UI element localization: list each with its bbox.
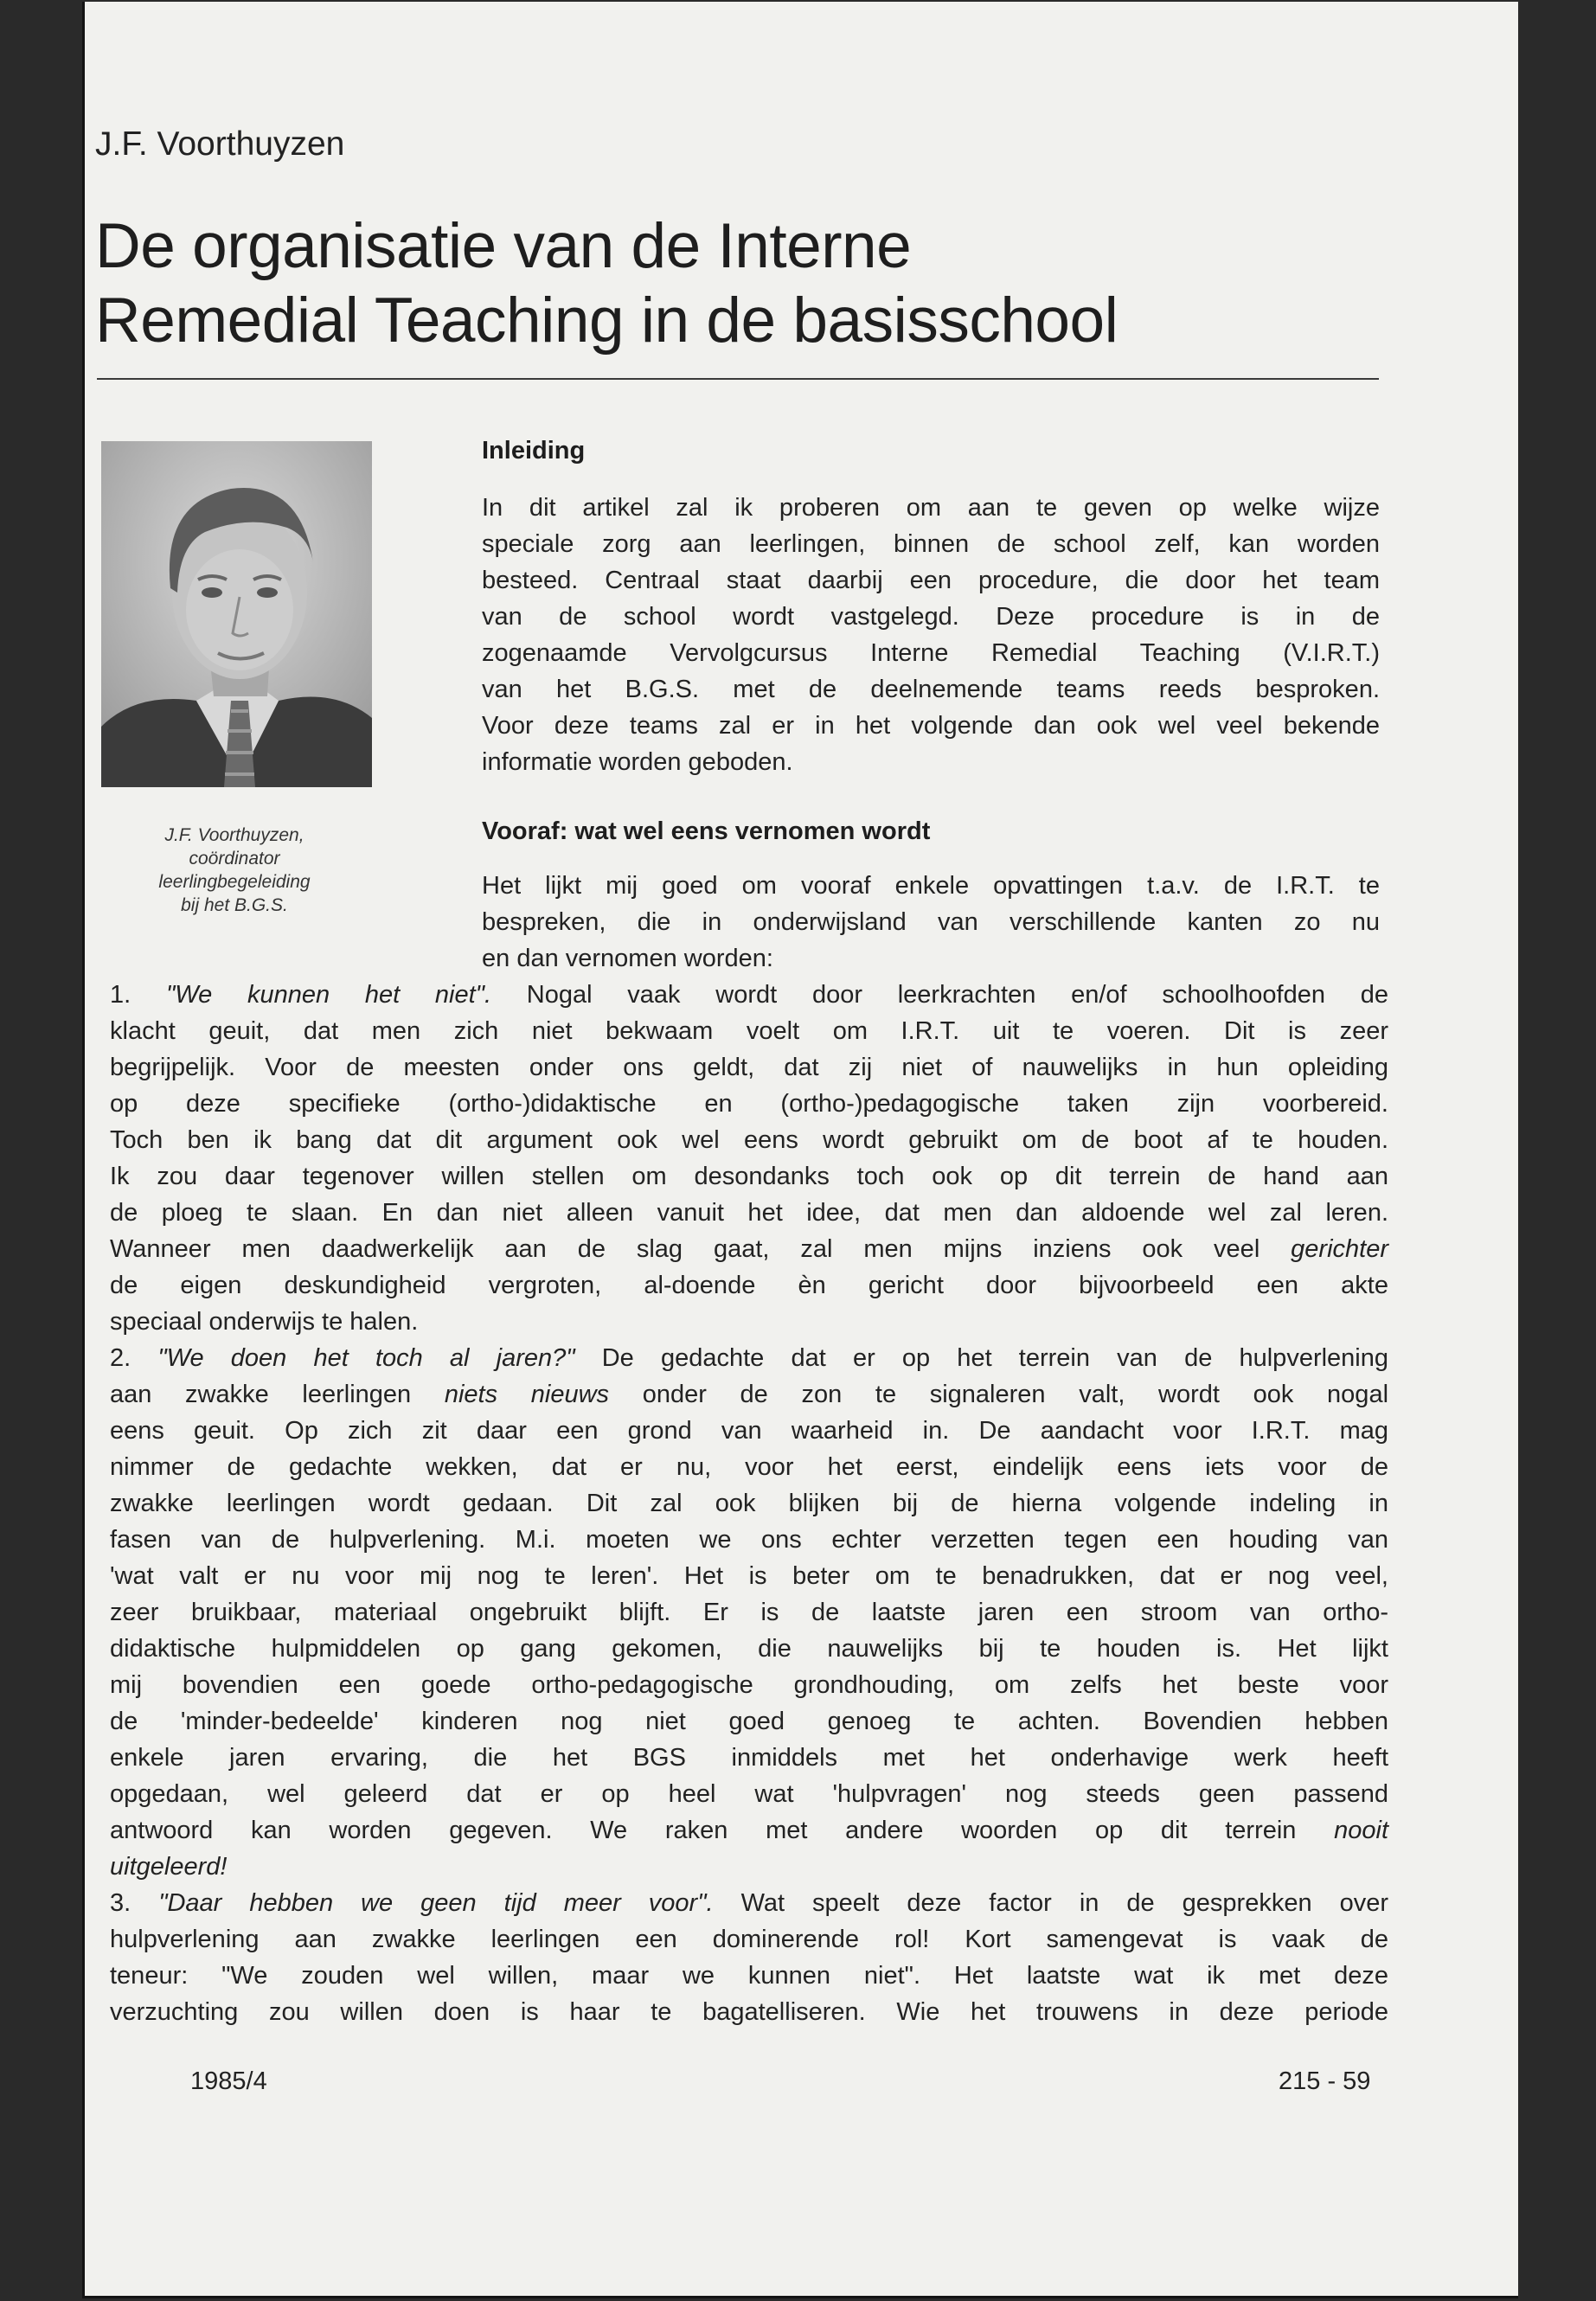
- item-1-first-line: [110, 977, 1388, 1013]
- text-line: de ploeg te slaan. En dan niet alleen vanuit het idee, dat men dan aldoende wel zal leren.: [110, 1199, 1388, 1227]
- title-line-1: De organisatie van de Interne: [95, 211, 912, 281]
- author-photo: [101, 441, 372, 787]
- text-line: van het B.G.S. met de deelnemende teams reeds besproken.: [482, 676, 1380, 703]
- text-span: De gedachte dat er op het terrein van de hulpverlening: [574, 1344, 1388, 1372]
- caption-line-1: J.F. Voorthuyzen,: [164, 825, 304, 845]
- title-line-2: Remedial Teaching in de basisschool: [95, 285, 1118, 356]
- item-3-first-line: [110, 1885, 1388, 1921]
- text-line: Ik zou daar tegenover willen stellen om desondanks toch ook op dit terrein de hand aan: [110, 1163, 1388, 1190]
- article-title: [95, 209, 1436, 358]
- text-line: zwakke leerlingen wordt gedaan. Dit zal ook blijken bij de hierna volgende indeling in: [110, 1490, 1388, 1517]
- page-number: 215 - 59: [1279, 2067, 1371, 2095]
- issue-number: 1985/4: [190, 2067, 267, 2095]
- text-line: klacht geuit, dat men zich niet bekwaam voelt om I.R.T. uit te voeren. Dit is zeer: [110, 1017, 1388, 1045]
- item-number: 2.: [110, 1344, 131, 1372]
- text-line: teneur: "We zouden wel willen, maar we kunnen niet". Het laatste wat ik met deze: [110, 1962, 1388, 1990]
- text-line: [110, 1812, 1388, 1849]
- text-line: informatie worden geboden.: [482, 748, 793, 776]
- emphasis: uitgeleerd!: [110, 1853, 228, 1881]
- caption-line-3: leerlingbegeleiding: [158, 872, 311, 892]
- text-line: begrijpelijk. Voor de meesten onder ons geldt, dat zij niet of nauwelijks in hun opleiding: [110, 1054, 1388, 1081]
- text-span: onder de zon te signaleren valt, wordt ook nogal: [609, 1381, 1389, 1408]
- text-line: didaktische hulpmiddelen op gang gekomen, die nauwelijks bij te houden is. Het lijkt: [110, 1635, 1388, 1663]
- item-quote: "Daar hebben we geen tijd meer voor".: [158, 1889, 714, 1917]
- text-line: [110, 1849, 1388, 1885]
- text-line: de 'minder-bedeelde' kinderen nog niet goed genoeg te achten. Bovendien hebben: [110, 1708, 1388, 1735]
- section-heading-vooraf: Vooraf: wat wel eens vernomen wordt: [482, 817, 931, 845]
- text-line: bespreken, die in onderwijsland van verschillende kanten zo nu: [482, 908, 1380, 936]
- emphasis: nooit: [1334, 1817, 1388, 1844]
- caption-line-2: coördinator: [189, 849, 280, 868]
- text-line: fasen van de hulpverlening. M.i. moeten we ons echter verzetten tegen een houding van: [110, 1526, 1388, 1554]
- text-line: eens geuit. Op zich zit daar een grond van waarheid in. De aandacht voor I.R.T. mag: [110, 1417, 1388, 1445]
- text-line: nimmer de gedachte wekken, dat er nu, voor het eerst, eindelijk eens iets voor de: [110, 1453, 1388, 1481]
- text-span: Wat speelt deze factor in de gesprekken over: [713, 1889, 1388, 1917]
- portrait-illustration: [101, 441, 372, 787]
- item-quote: "We doen het toch al jaren?": [157, 1344, 575, 1372]
- text-line: van de school wordt vastgelegd. Deze procedure is in de: [482, 603, 1380, 631]
- text-line: enkele jaren ervaring, die het BGS inmiddels met het onderhavige werk heeft: [110, 1744, 1388, 1772]
- photo-caption: [97, 824, 372, 917]
- text-span: aan zwakke leerlingen: [110, 1381, 445, 1408]
- text-line: verzuchting zou willen doen is haar te bagatelliseren. Wie het trouwens in deze periode: [110, 1998, 1388, 2026]
- section-heading-inleiding: Inleiding: [482, 437, 586, 465]
- text-line: opgedaan, wel geleerd dat er op heel wat 'hulpvragen' nog steeds geen passend: [110, 1780, 1388, 1808]
- text-line: zogenaamde Vervolgcursus Interne Remedial Teaching (V.I.R.T.): [482, 639, 1380, 667]
- text-line: Voor deze teams zal er in het volgende dan ook wel veel bekende: [482, 712, 1380, 740]
- vooraf-intro: [482, 868, 1380, 977]
- emphasis: niets nieuws: [444, 1381, 610, 1408]
- text-span: Wanneer men daadwerkelijk aan de slag gaat, zal men mijns inziens ook veel: [110, 1235, 1292, 1263]
- text-line: en dan vernomen worden:: [482, 945, 773, 972]
- title-divider: [97, 378, 1379, 380]
- text-line: besteed. Centraal staat daarbij een procedure, die door het team: [482, 567, 1380, 594]
- text-span: antwoord kan worden gegeven. We raken met andere woorden op dit terrein: [110, 1817, 1335, 1844]
- text-line: Het lijkt mij goed om vooraf enkele opvattingen t.a.v. de I.R.T. te: [482, 872, 1380, 900]
- text-line: speciale zorg aan leerlingen, binnen de school zelf, kan worden: [482, 530, 1380, 558]
- text-line: speciaal onderwijs te halen.: [110, 1308, 419, 1336]
- text-line: [110, 1376, 1388, 1413]
- text-line: op deze specifieke (ortho-)didaktische en (ortho-)pedagogische taken zijn voorbereid.: [110, 1090, 1388, 1118]
- author-name: J.F. Voorthuyzen: [95, 125, 345, 163]
- text-line: mij bovendien een goede ortho-pedagogische grondhouding, om zelfs het beste voor: [110, 1671, 1388, 1699]
- text-line: hulpverlening aan zwakke leerlingen een dominerende rol! Kort samengevat is vaak de: [110, 1926, 1388, 1953]
- item-number: 1.: [110, 981, 131, 1009]
- text-line: In dit artikel zal ik proberen om aan te geven op welke wijze: [482, 494, 1380, 522]
- item-2-first-line: [110, 1340, 1388, 1376]
- intro-paragraph: [482, 490, 1380, 780]
- item-number: 3.: [110, 1889, 131, 1917]
- text-line: [110, 1231, 1388, 1267]
- text-line: zeer bruikbaar, materiaal ongebruikt blijft. Er is de laatste jaren een stroom van ortho-: [110, 1599, 1388, 1626]
- item-quote: "We kunnen het niet".: [165, 981, 492, 1009]
- text-span: Nogal vaak wordt door leerkrachten en/of schoolhoofden de: [491, 981, 1388, 1009]
- vooraf-body: [110, 977, 1388, 2030]
- text-line: de eigen deskundigheid vergroten, al-doende èn gericht door bijvoorbeeld een akte: [110, 1272, 1388, 1299]
- emphasis: gerichter: [1291, 1235, 1388, 1263]
- text-line: 'wat valt er nu voor mij nog te leren'. Het is beter om te benadrukken, dat er nog veel,: [110, 1562, 1388, 1590]
- text-line: Toch ben ik bang dat dit argument ook wel eens wordt gebruikt om de boot af te houden.: [110, 1126, 1388, 1154]
- caption-line-4: bij het B.G.S.: [181, 895, 288, 915]
